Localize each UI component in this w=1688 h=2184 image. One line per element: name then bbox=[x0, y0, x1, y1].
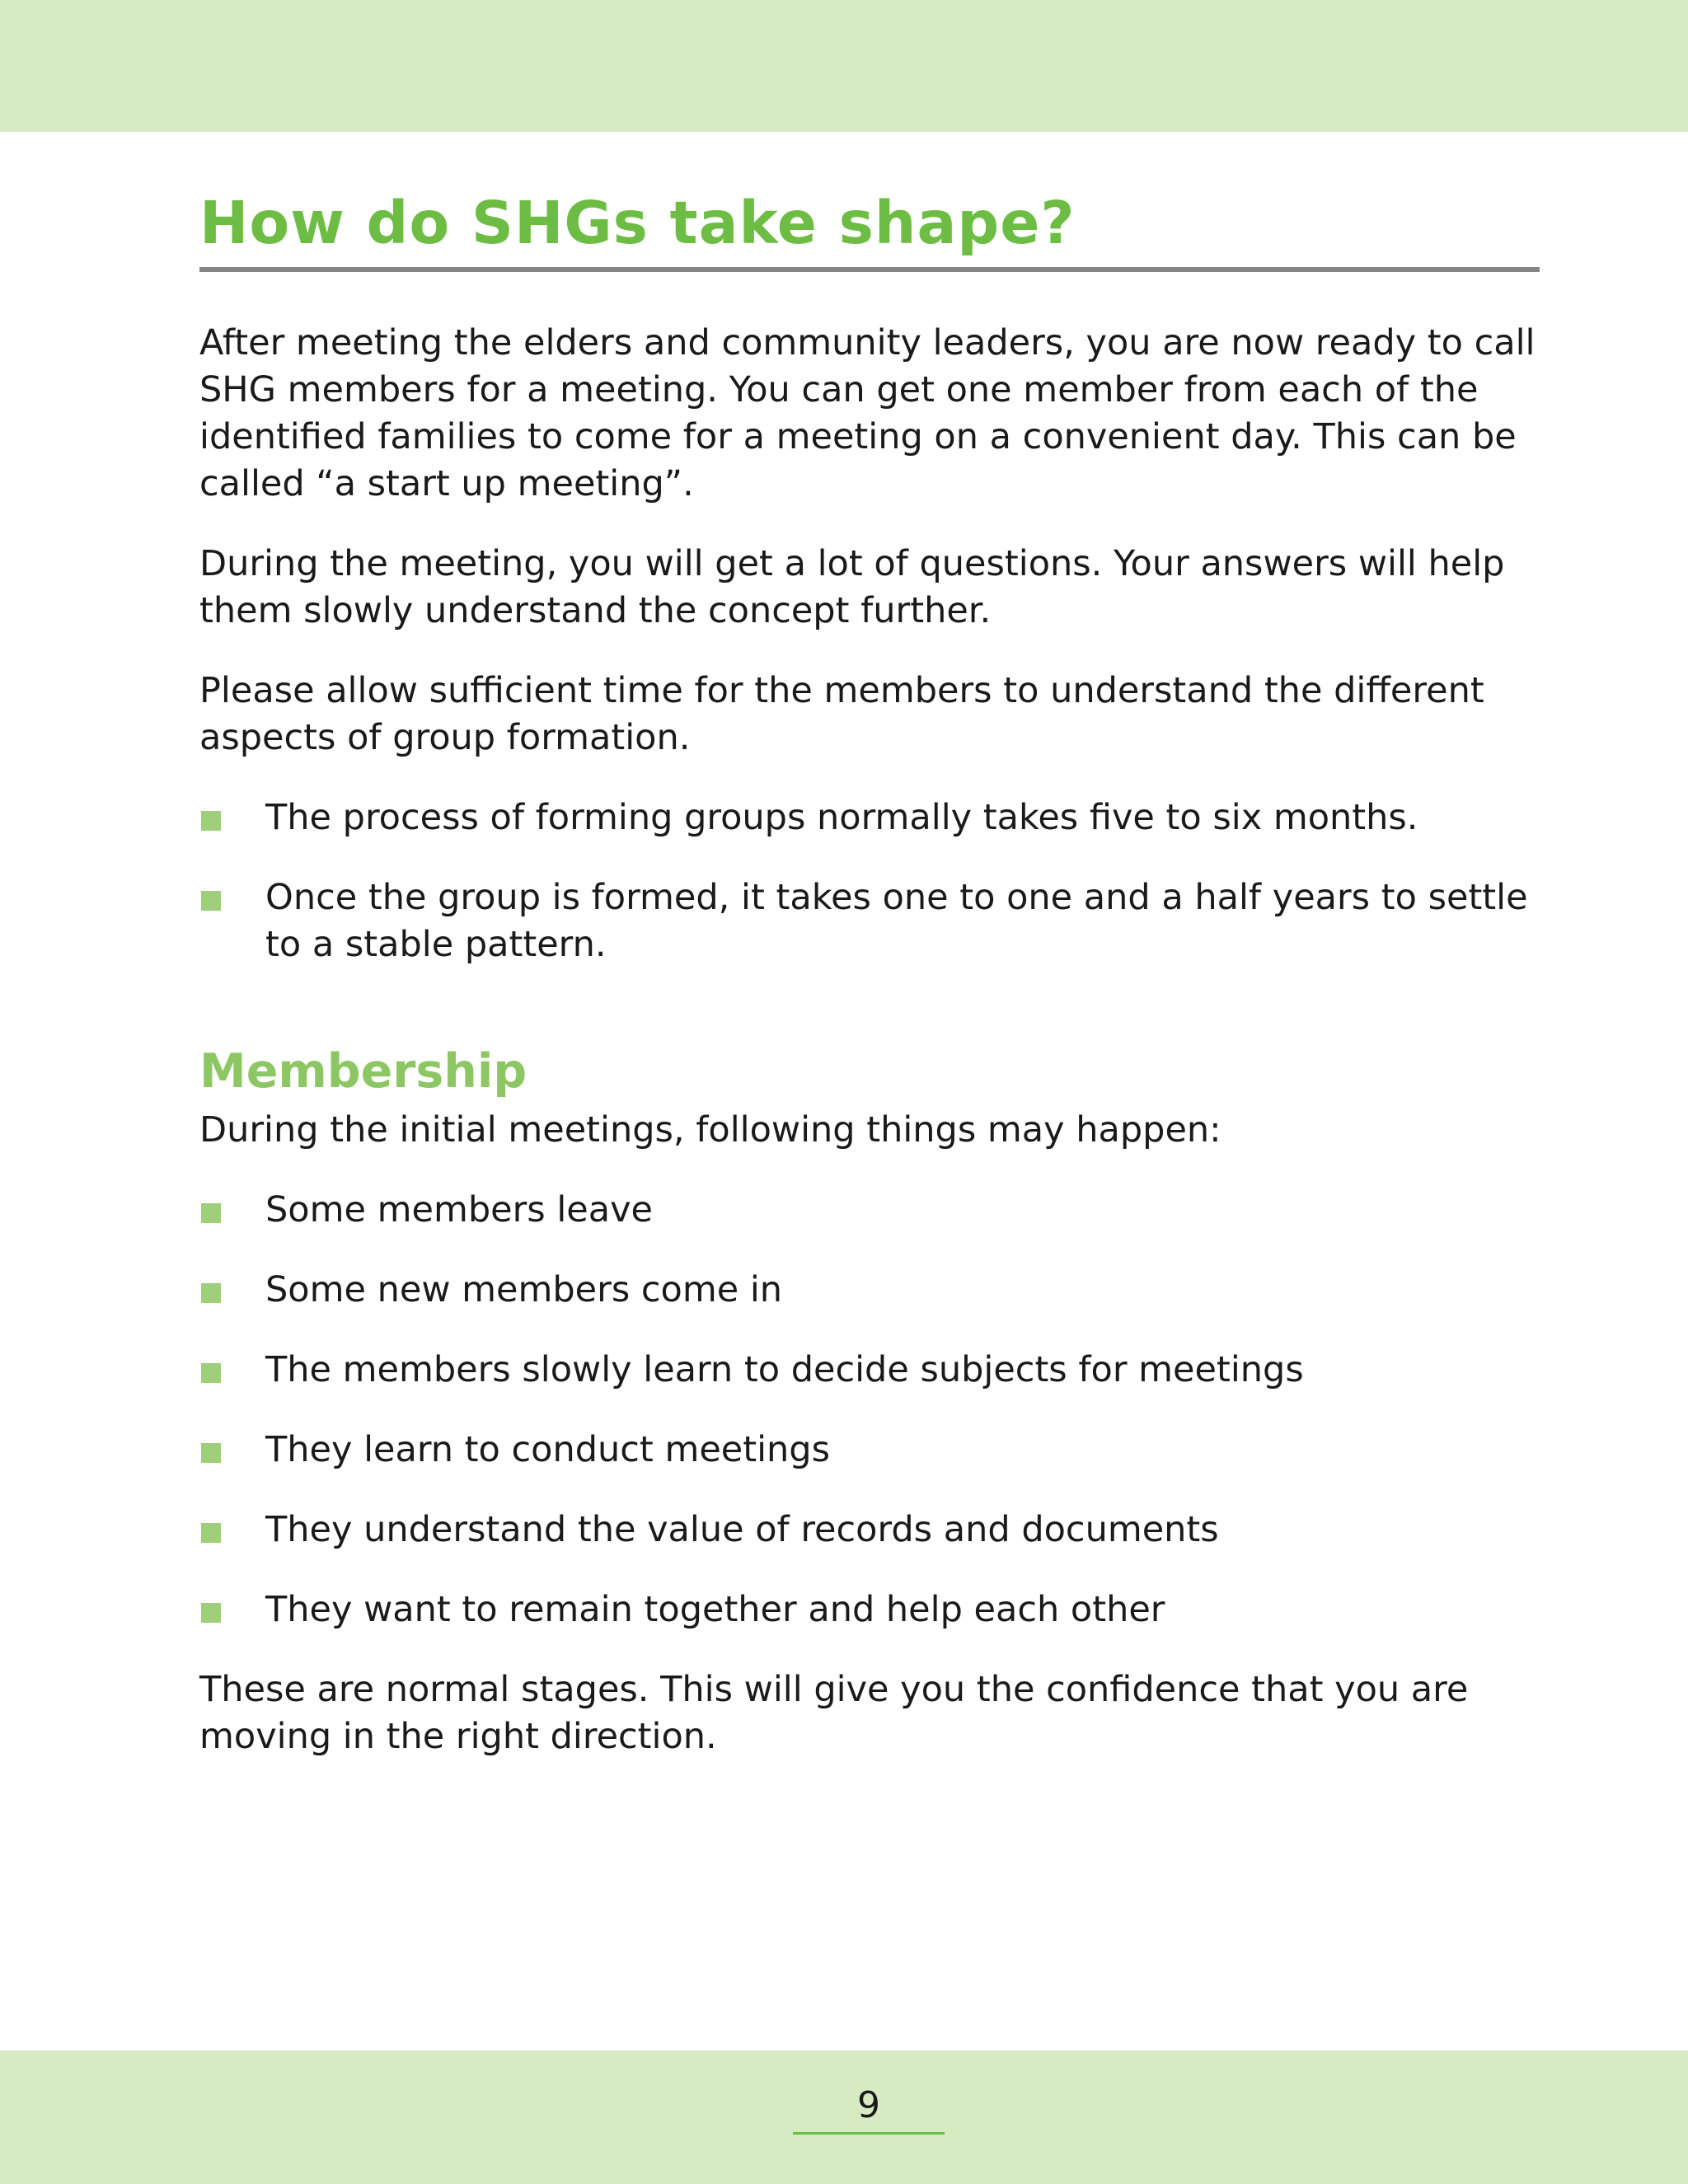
page-title: How do SHGs take shape? bbox=[199, 189, 1076, 257]
page-number: 9 bbox=[857, 2084, 880, 2126]
membership-list bbox=[199, 1187, 1540, 1633]
square-bullet-icon bbox=[201, 1283, 221, 1303]
list-item-text: They want to remain together and help each other bbox=[265, 1589, 1165, 1630]
list-item bbox=[199, 794, 1540, 841]
paragraph-intro: After meeting the elders and community leaders, you are now ready to call SHG members for a meeting. You can get one member from each of the identified families to come for a meeting on a convenient day. This can be called “a start up meeting”. bbox=[199, 322, 1536, 504]
list-item bbox=[199, 1187, 1540, 1234]
list-item-text: The process of forming groups normally takes five to six months. bbox=[265, 797, 1418, 838]
formation-list bbox=[199, 794, 1540, 968]
paragraph-closing: These are normal stages. This will give you the confidence that you are moving in the right direction. bbox=[199, 1669, 1469, 1757]
square-bullet-icon bbox=[201, 1363, 221, 1383]
list-item-text: Once the group is formed, it takes one to one and a half years to settle to a stable pattern. bbox=[265, 877, 1528, 965]
list-item-text: The members slowly learn to decide subjects for meetings bbox=[265, 1349, 1304, 1390]
page-number-underline bbox=[793, 2132, 945, 2135]
section-heading-membership: Membership bbox=[199, 1044, 528, 1099]
list-item bbox=[199, 1347, 1540, 1394]
list-item bbox=[199, 1267, 1540, 1314]
list-item bbox=[199, 874, 1540, 968]
header-band bbox=[0, 0, 1688, 132]
square-bullet-icon bbox=[201, 1523, 221, 1543]
square-bullet-icon bbox=[201, 1443, 221, 1463]
list-item bbox=[199, 1427, 1540, 1474]
list-item bbox=[199, 1507, 1540, 1554]
list-item-text: They understand the value of records and documents bbox=[265, 1509, 1219, 1550]
title-underline bbox=[199, 267, 1540, 272]
list-item-text: Some members leave bbox=[265, 1189, 653, 1230]
paragraph-time: Please allow sufficient time for the members to understand the different aspects of group formation. bbox=[199, 670, 1484, 758]
page-content bbox=[199, 186, 1540, 1760]
list-item-text: Some new members come in bbox=[265, 1269, 783, 1310]
square-bullet-icon bbox=[201, 1603, 221, 1623]
list-item bbox=[199, 1586, 1540, 1633]
square-bullet-icon bbox=[201, 811, 221, 831]
paragraph-questions: During the meeting, you will get a lot of questions. Your answers will help them slowly understand the concept further. bbox=[199, 543, 1505, 631]
list-item-text: They learn to conduct meetings bbox=[265, 1429, 830, 1470]
square-bullet-icon bbox=[201, 1203, 221, 1223]
paragraph-membership-intro: During the initial meetings, following things may happen: bbox=[199, 1109, 1221, 1151]
square-bullet-icon bbox=[201, 891, 221, 911]
